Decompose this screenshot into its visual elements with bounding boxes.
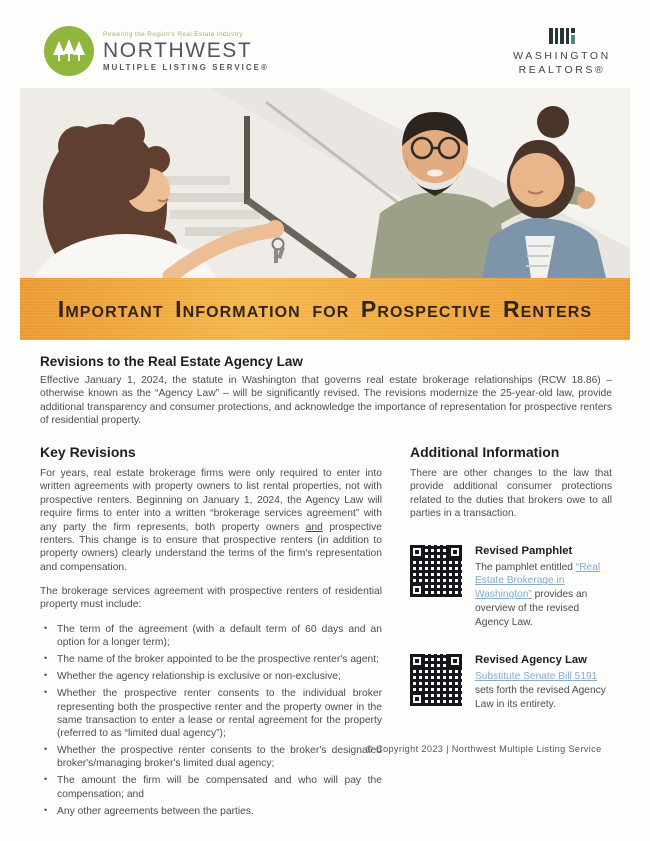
kr-p1-before: For years, real estate brokerage firms were only required to enter into written agreements with property owners to list rental properties, not with prospective renters. Beginning on January 1, 2024, the Agency Law will require firms to enter into a written “brokerage services agreement” with any party the firm represents, both property owners (40, 468, 382, 533)
senate-bill-link[interactable]: Substitute Senate Bill 5191 (475, 670, 598, 682)
intro-section (40, 354, 612, 428)
list-item: • Any other agreements between the parties. (40, 805, 382, 818)
agency-law-after: sets forth the revised Agency Law in its entirety. (475, 684, 606, 710)
revised-pamphlet-paragraph (475, 561, 612, 630)
revised-agency-law-paragraph (475, 670, 612, 712)
additional-info-heading: Additional Information (410, 444, 560, 460)
additional-info-section (410, 444, 612, 822)
war-bar-teal-icon (571, 28, 575, 44)
kr-p1-underlined-and: and (305, 521, 323, 533)
qr-code-agency-law-icon (410, 654, 462, 706)
additional-info-paragraph: There are other changes to the law that provide additional consumer protections related to the duties that brokers owe to all parties in a transaction. (410, 468, 612, 520)
key-revisions-section (40, 444, 382, 822)
revised-pamphlet-heading: Revised Pamphlet (475, 544, 573, 557)
qr-finder-icon (410, 545, 424, 559)
page-title: Important Information for Prospective Renters (57, 295, 593, 322)
key-revisions-heading: Key Revisions (40, 444, 136, 460)
nwmls-brand-name: NORTHWEST (103, 38, 253, 62)
revised-agency-law-heading: Revised Agency Law (475, 653, 587, 666)
list-item: • Whether the agency relationship is exclusive or non-exclusive; (40, 670, 382, 683)
key-revisions-paragraph-1 (40, 467, 382, 574)
pamphlet-after: provides an overview of the revised Agency Law. (475, 589, 588, 628)
list-item: • Whether the prospective renter consents to the broker's designated broker's/managing broker's limited dual agency; (40, 744, 382, 770)
qr-finder-icon (448, 545, 462, 559)
intro-paragraph: Effective January 1, 2024, the statute in Washington that governs real estate brokerage relationships (RCW 18.86) – otherwise known as the “Agency Law” – will be significantly revised. The revisions modernize the 25-year-old law, provide additional transparency and consumer protections, and acknowledge the importance of representation for prospective renters of residential property. (40, 375, 612, 427)
list-item: • The name of the broker appointed to be the prospective renter's agent; (40, 653, 382, 666)
list-item: • The term of the agreement (with a default term of 60 days and an option for a longer term); (40, 623, 382, 649)
war-bar-icon (566, 28, 570, 44)
key-revisions-paragraph-2: The brokerage services agreement with prospective renters of residential property must include: (40, 586, 382, 611)
copyright-notice: © Copyright 2023 | Northwest Multiple Listing Service (366, 744, 602, 754)
qr-finder-icon (410, 692, 424, 706)
washington-realtors-logo (492, 28, 632, 77)
war-bar-icon (560, 28, 564, 44)
war-bar-icon (555, 28, 559, 44)
pamphlet-link[interactable]: “Real Estate Brokerage in Washington” (475, 561, 601, 601)
pamphlet-before: The pamphlet entitled (475, 561, 576, 573)
war-bar-icon (549, 28, 553, 44)
war-name-line1: WASHINGTON (513, 50, 611, 62)
revised-agency-law-text (475, 654, 612, 712)
nwmls-sub-brand: MULTIPLE LISTING SERVICE® (103, 62, 269, 72)
nwmls-logo-text (103, 31, 269, 72)
nwmls-trees-icon (44, 26, 94, 76)
content-columns (40, 444, 612, 822)
list-item: • The amount the firm will be compensated and who will pay the compensation; and (40, 774, 382, 800)
revised-agency-law-block (410, 654, 612, 712)
qr-finder-icon (410, 583, 424, 597)
revised-pamphlet-block (410, 545, 612, 630)
war-columns-icon (549, 28, 575, 44)
hero-photo-image (20, 88, 630, 278)
qr-code-pamphlet-icon (410, 545, 462, 597)
nwmls-tagline: Powering the Region's Real Estate Industry (103, 30, 243, 38)
kr-p1-after: prospective renters. This change is to ensure that prospective renters (in addition to property owners) clearly understand the terms of the firm's representation and compensation. (40, 521, 382, 573)
list-item: • Whether the prospective renter consents to the individual broker representing both the prospective renter and the property owner in the same transaction to enter a lease or rental agreement for the property (referred to as “limited dual agency”); (40, 687, 382, 740)
hero-photo (20, 88, 630, 278)
qr-finder-icon (410, 654, 424, 668)
qr-finder-icon (448, 654, 462, 668)
agreement-requirements-list (40, 623, 382, 818)
title-banner (20, 278, 630, 340)
intro-heading: Revisions to the Real Estate Agency Law (40, 354, 303, 369)
nwmls-trees-icon-glyph (53, 39, 85, 63)
war-name-line2: REALTORS® (518, 64, 606, 77)
revised-pamphlet-text (475, 545, 612, 630)
nwmls-logo (44, 26, 269, 76)
